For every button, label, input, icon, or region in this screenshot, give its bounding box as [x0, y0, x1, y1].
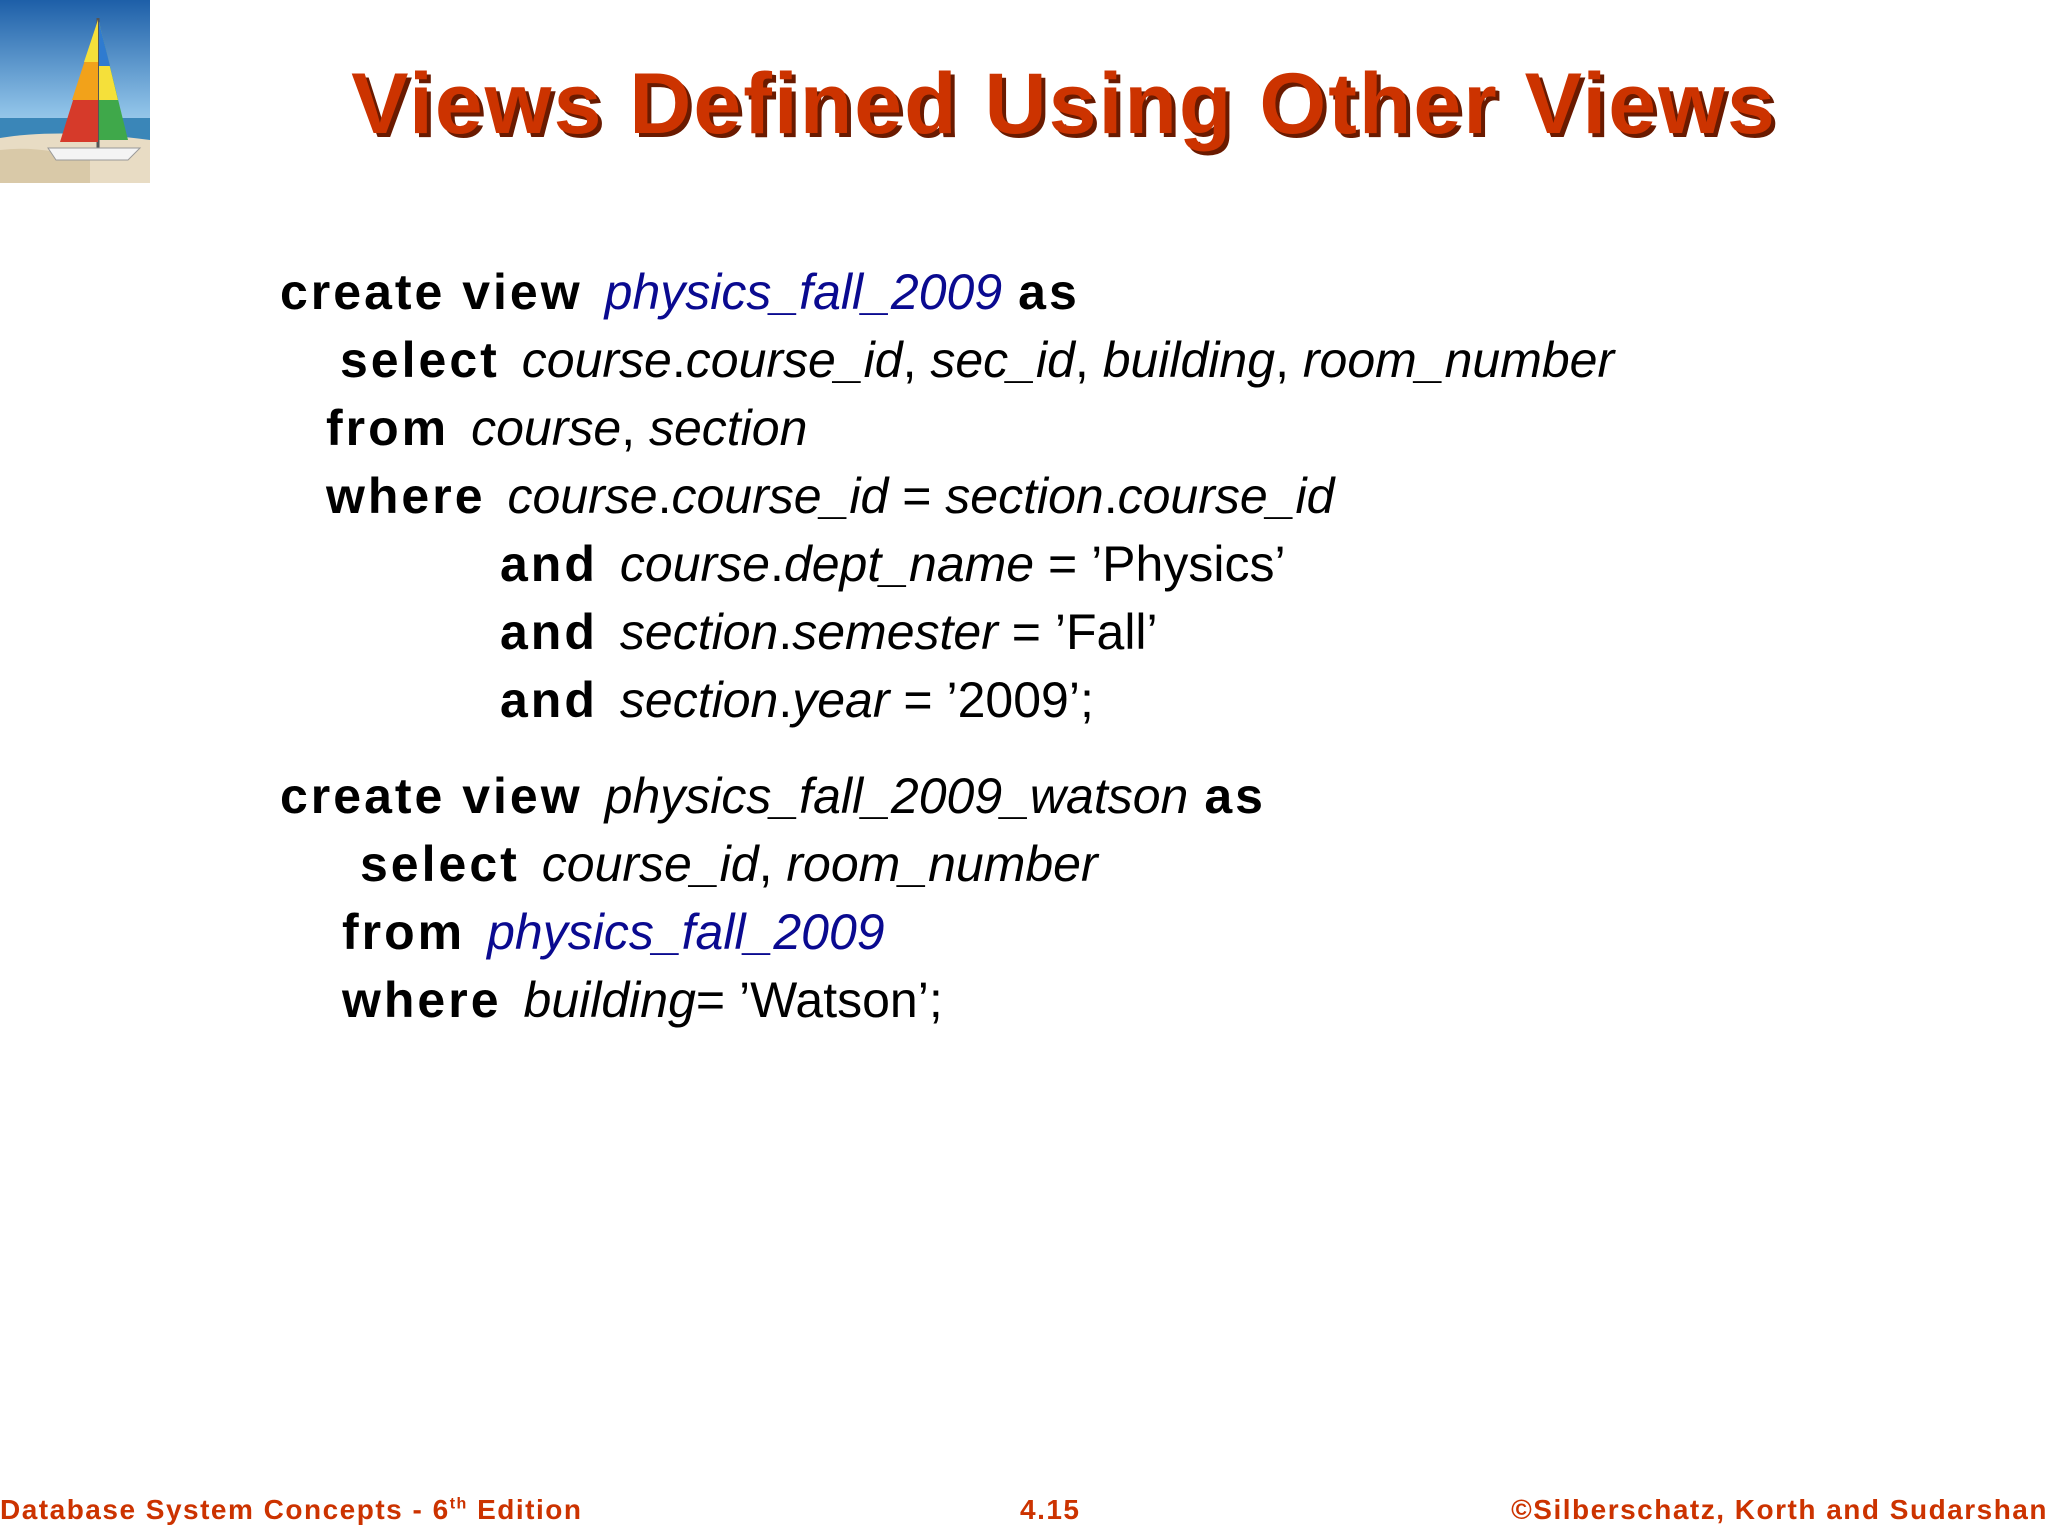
punctuation: . [778, 672, 793, 728]
keyword-select: select [340, 332, 500, 388]
literal-value: = ’Fall’ [997, 604, 1158, 660]
identifier: course_id [671, 468, 889, 524]
code-line-create-view-2 [280, 766, 1266, 826]
footer-book-title [0, 1490, 582, 1530]
punctuation: . [769, 536, 784, 592]
identifier: room_number [786, 836, 1098, 892]
keyword-and: and [500, 604, 598, 660]
code-line-where-1 [326, 466, 1334, 526]
code-line-from-1 [326, 398, 807, 458]
keyword-and: and [500, 672, 598, 728]
footer-book-title-text: Database System Concepts - 6 [0, 1494, 450, 1525]
code-line-where-2 [342, 970, 943, 1030]
keyword-from: from [342, 904, 466, 960]
identifier: course [471, 400, 622, 456]
identifier: section [619, 672, 779, 728]
keyword-as: as [1204, 768, 1266, 824]
footer-edition-superscript: th [449, 1495, 468, 1513]
punctuation: . [657, 468, 672, 524]
identifier: dept_name [783, 536, 1035, 592]
code-line-select-1 [340, 330, 1614, 390]
identifier: course [619, 536, 770, 592]
literal-value: = ’Physics’ [1034, 536, 1286, 592]
literal-value: = ’Watson’; [695, 972, 943, 1028]
keyword-create-view: create view [280, 768, 583, 824]
identifier: year [792, 672, 890, 728]
keyword-and: and [500, 536, 598, 592]
view-name: physics_fall_2009_watson [604, 768, 1189, 824]
code-line-and-2 [500, 602, 1158, 662]
identifier: room_number [1302, 332, 1615, 388]
identifier: section [648, 400, 808, 456]
operator: = [888, 468, 946, 524]
punctuation: , [758, 836, 787, 892]
identifier: course_id [1117, 468, 1335, 524]
punctuation: , [1074, 332, 1103, 388]
identifier: sec_id [930, 332, 1075, 388]
code-line-and-1 [500, 534, 1286, 594]
slide-number: 4.15 [1020, 1494, 1081, 1525]
identifier: section [619, 604, 779, 660]
view-name: physics_fall_2009 [487, 904, 885, 960]
identifier: course_id [685, 332, 903, 388]
literal-value: = ’2009’; [889, 672, 1094, 728]
keyword-where: where [326, 468, 486, 524]
identifier: semester [792, 604, 998, 660]
footer-edition-text: Edition [467, 1494, 583, 1525]
identifier: course [521, 332, 672, 388]
punctuation: . [1103, 468, 1118, 524]
keyword-create-view: create view [280, 264, 583, 320]
punctuation: , [621, 400, 649, 456]
identifier: course_id [541, 836, 759, 892]
code-line-select-2 [360, 834, 1098, 894]
identifier: building [523, 972, 696, 1028]
code-line-from-2 [342, 902, 885, 962]
view-name: physics_fall_2009 [604, 264, 1003, 320]
punctuation: . [671, 332, 686, 388]
code-line-create-view-1 [280, 262, 1080, 322]
slide-title: Views Defined Using Other Views [351, 56, 1777, 152]
keyword-from: from [326, 400, 450, 456]
punctuation: , [1275, 332, 1303, 388]
code-line-and-3 [500, 670, 1094, 730]
punctuation: , [902, 332, 931, 388]
identifier: building [1102, 332, 1276, 388]
identifier: section [945, 468, 1104, 524]
keyword-where: where [342, 972, 502, 1028]
punctuation: . [778, 604, 793, 660]
keyword-select: select [360, 836, 520, 892]
keyword-as: as [1018, 264, 1080, 320]
footer-copyright: ©Silberschatz, Korth and Sudarshan [1511, 1494, 2048, 1525]
identifier: course [507, 468, 658, 524]
